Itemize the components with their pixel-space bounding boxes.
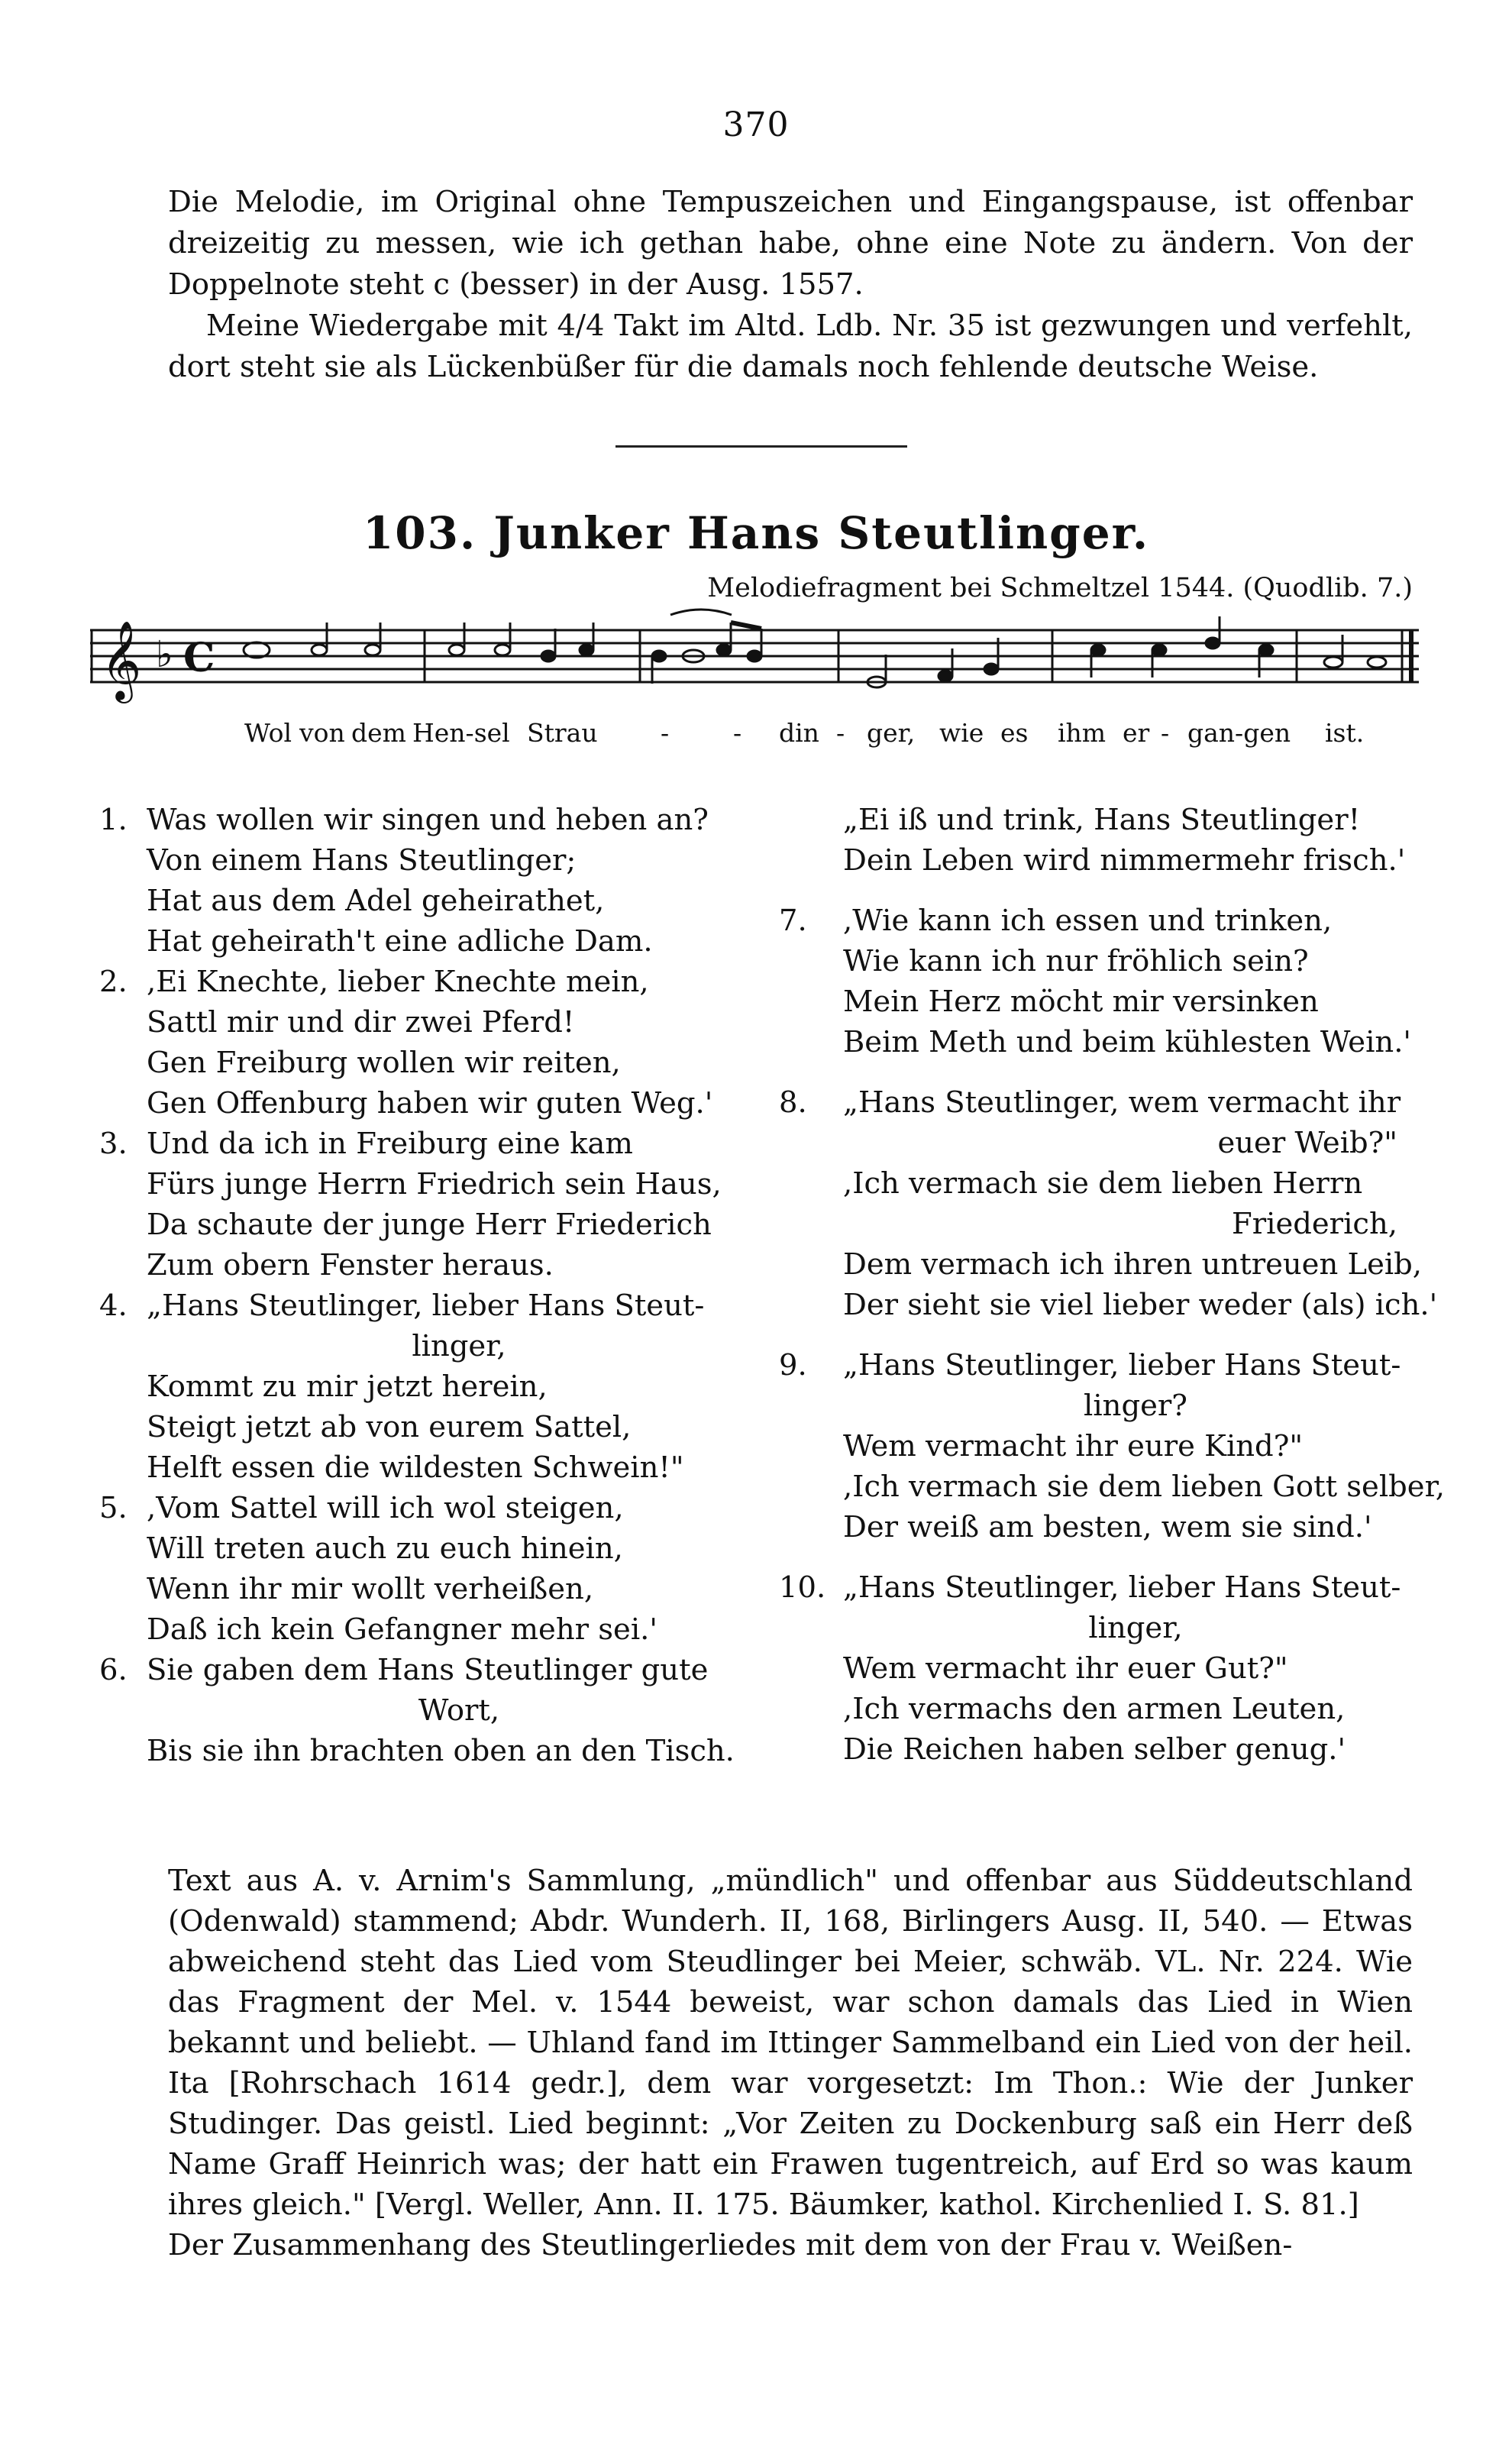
- music-staff: [90, 607, 1434, 714]
- lyric-syllable: Strau: [527, 718, 598, 748]
- lyric-syllable: ist.: [1325, 718, 1365, 748]
- verse-line: Kommt zu mir jetzt herein,: [147, 1370, 548, 1404]
- lyric-syllable: wie: [939, 718, 984, 748]
- verse-line: Mein Herz möcht mir versinken: [843, 985, 1319, 1019]
- verse-line: Fürs junge Herrn Friedrich sein Haus,: [147, 1167, 722, 1201]
- verse-line: Gen Offenburg haben wir guten Weg.': [147, 1086, 713, 1121]
- verse-line: Der weiß am besten, wem sie sind.': [843, 1510, 1372, 1544]
- verse-line: Daß ich kein Gefangner mehr sei.': [147, 1612, 657, 1647]
- verse-line: Die Reichen haben selber genug.': [843, 1732, 1346, 1767]
- verse-line: Zum obern Fenster heraus.: [147, 1248, 554, 1282]
- verse-line: Beim Meth und beim kühlesten Wein.': [843, 1025, 1412, 1059]
- lyric-syllable: es: [1000, 718, 1029, 748]
- intro-notes: [168, 182, 1413, 388]
- verse-line: Dem vermach ich ihren untreuen Leib,: [843, 1247, 1423, 1282]
- verse-line: Dein Leben wird nimmermehr frisch.': [843, 843, 1406, 878]
- stanza-number: 2.: [99, 965, 128, 999]
- intro-paragraph: Meine Wiedergabe mit 4/4 Takt im Altd. Ldb. Nr. 35 ist gezwungen und verfehlt, dort steht sie als Lückenbüßer für die damals noch fehlende deutsche Weise.: [168, 309, 1413, 384]
- verse-line: linger,: [412, 1329, 506, 1363]
- lyric-syllable: Wol: [244, 718, 292, 748]
- stanza-number: 9.: [779, 1348, 807, 1382]
- verse-line: ,Vom Sattel will ich wol steigen,: [147, 1491, 624, 1525]
- section-title: 103. Junker Hans Steutlinger.: [362, 507, 1150, 559]
- verse-line: ,Ich vermach sie dem lieben Gott selber,: [843, 1470, 1445, 1504]
- verse-line: Wie kann ich nur fröhlich sein?: [843, 944, 1309, 978]
- flat-sign: ♭: [156, 633, 173, 676]
- lyric-syllable: gan-gen: [1187, 718, 1291, 748]
- verse-line: Helft essen die wildesten Schwein!": [147, 1450, 684, 1485]
- treble-clef: 𝄞: [101, 620, 142, 700]
- stanza-number: 7.: [779, 904, 807, 938]
- stanza: [99, 962, 771, 1124]
- verse-line: Hat geheirath't eine adliche Dam.: [147, 924, 653, 959]
- stanza: [779, 1082, 1438, 1325]
- verse-line: ,Wie kann ich essen und trinken,: [843, 904, 1333, 938]
- verse-line: linger?: [1084, 1389, 1187, 1423]
- stanza: [779, 1567, 1428, 1770]
- notes-paragraph: Text aus A. v. Arnim's Sammlung, „mündlich" und offenbar aus Süddeutschland (Odenwald) stammend; Abdr. Wunderh. II, 168, Birlingers Ausg. II, 540. — Etwas abweichend steht das Lied vom Steudlinger bei Meier, schwäb. VL. Nr. 224. Wie das Fragment der Mel. v. 1544 beweist, war schon damals das Lied in Wien bekannt und beliebt. — Uhland fand im Ittinger Sammelband ein Lied von der heil. Ita [Rohrschach 1614 gedr.], dem war vorgesetzt: Im Thon.: Wie der Junker Studinger. Das geistl. Lied beginnt: „Vor Zeiten zu Dockenburg saß ein Herr deß Name Graff Heinrich was; der hatt ein Frawen tugentreich, auf Erd so was kaum ihres gleich." [Vergl. Weller, Ann. II. 175. Bäumker, kathol. Kirchenlied I. S. 81.]: [168, 1864, 1413, 2222]
- stanzas-right-column: [779, 800, 1445, 1770]
- verse-line: Steigt jetzt ab von eurem Sattel,: [147, 1410, 632, 1444]
- verse-line: „Hans Steutlinger, lieber Hans Steut-: [843, 1348, 1401, 1382]
- verse-line: „Hans Steutlinger, lieber Hans Steut-: [843, 1570, 1401, 1605]
- melody-lyrics: [122, 718, 1420, 756]
- stanza-number: 10.: [779, 1570, 826, 1605]
- verse-line: euer Weib?": [1217, 1126, 1397, 1160]
- slur: [670, 610, 732, 615]
- lyric-syllable: ihm: [1058, 718, 1107, 748]
- verse-line: Von einem Hans Steutlinger;: [147, 843, 577, 878]
- lyric-syllable: dem: [351, 718, 406, 748]
- verse-line: Sattl mir und dir zwei Pferd!: [147, 1005, 575, 1040]
- verse-line: Sie gaben dem Hans Steutlinger gute: [147, 1653, 709, 1687]
- stanza-number: 5.: [99, 1491, 128, 1525]
- verse-line: Gen Freiburg wollen wir reiten,: [147, 1046, 621, 1080]
- verse-line: Hat aus dem Adel geheirathet,: [147, 884, 605, 918]
- intro-paragraph: Die Melodie, im Original ohne Tempuszeichen und Eingangspause, ist offenbar dreizeitig zu messen, wie ich gethan habe, ohne eine Note zu ändern. Von der Doppelnote steht c (besser) in der Ausg. 1557.: [168, 185, 1413, 302]
- verse-line: Der sieht sie viel lieber weder (als) ich.': [843, 1288, 1438, 1322]
- lyric-syllable: Hen-sel: [412, 718, 510, 748]
- verse-line: Was wollen wir singen und heben an?: [147, 803, 709, 837]
- lyric-syllable: -: [836, 718, 845, 748]
- notes: [244, 616, 1386, 687]
- lyric-syllable: -: [733, 718, 742, 748]
- stanza-number: 1.: [99, 803, 128, 837]
- stanza-number: 4.: [99, 1289, 128, 1323]
- stanza: [779, 901, 1428, 1062]
- verse-line: Da schaute der junge Herr Friederich: [147, 1208, 712, 1242]
- stanza-number: 6.: [99, 1653, 128, 1687]
- stanza: [99, 1285, 771, 1488]
- verse-line: ,Ich vermach sie dem lieben Herrn: [843, 1166, 1363, 1201]
- page-number: 370: [722, 105, 790, 144]
- verse-line: „Ei iß und trink, Hans Steutlinger!: [843, 803, 1361, 837]
- notes-paragraph: Der Zusammenhang des Steutlingerliedes mit dem von der Frau v. Weißen-: [168, 2228, 1293, 2262]
- lyric-syllable: din: [779, 718, 819, 748]
- lyric-syllable: -: [1161, 718, 1170, 748]
- verse-line: linger,: [1088, 1611, 1183, 1645]
- section-divider: [615, 445, 907, 448]
- lyric-syllable: -: [661, 718, 670, 748]
- verse-line: Wem vermacht ihr eure Kind?": [843, 1429, 1304, 1463]
- stanza: [99, 1650, 771, 1771]
- verse-line: ,Ich vermachs den armen Leuten,: [843, 1692, 1346, 1726]
- verse-line: Und da ich in Freiburg eine kam: [147, 1127, 633, 1161]
- verse-line: Friederich,: [1232, 1207, 1397, 1241]
- stanza-number: 8.: [779, 1085, 807, 1120]
- lyric-syllable: er: [1123, 718, 1150, 748]
- time-signature: C: [183, 635, 215, 681]
- verse-line: Wem vermacht ihr euer Gut?": [843, 1651, 1288, 1686]
- stanza: [779, 1345, 1445, 1547]
- verse-line: ,Ei Knechte, lieber Knechte mein,: [147, 965, 649, 999]
- stanza: [99, 800, 771, 962]
- lyric-syllable: ger,: [867, 718, 916, 748]
- verse-line: Bis sie ihn brachten oben an den Tisch.: [147, 1734, 735, 1768]
- stanzas-left-column: [99, 800, 771, 1771]
- stanza: [99, 1488, 771, 1650]
- verse-line: Wort,: [418, 1693, 500, 1728]
- commentary-notes: [168, 1861, 1413, 2265]
- verse-line: „Hans Steutlinger, wem vermacht ihr: [843, 1085, 1401, 1120]
- melody-source: Melodiefragment bei Schmeltzel 1544. (Quodlib. 7.): [707, 573, 1413, 603]
- stanza-number: 3.: [99, 1127, 128, 1161]
- lyric-syllable: von: [299, 718, 345, 748]
- verse-line: „Hans Steutlinger, lieber Hans Steut-: [147, 1289, 705, 1323]
- verse-line: Will treten auch zu euch hinein,: [147, 1531, 623, 1566]
- stanza: [99, 1124, 771, 1285]
- verse-line: Wenn ihr mir wollt verheißen,: [147, 1572, 594, 1606]
- stanza: [779, 800, 1428, 881]
